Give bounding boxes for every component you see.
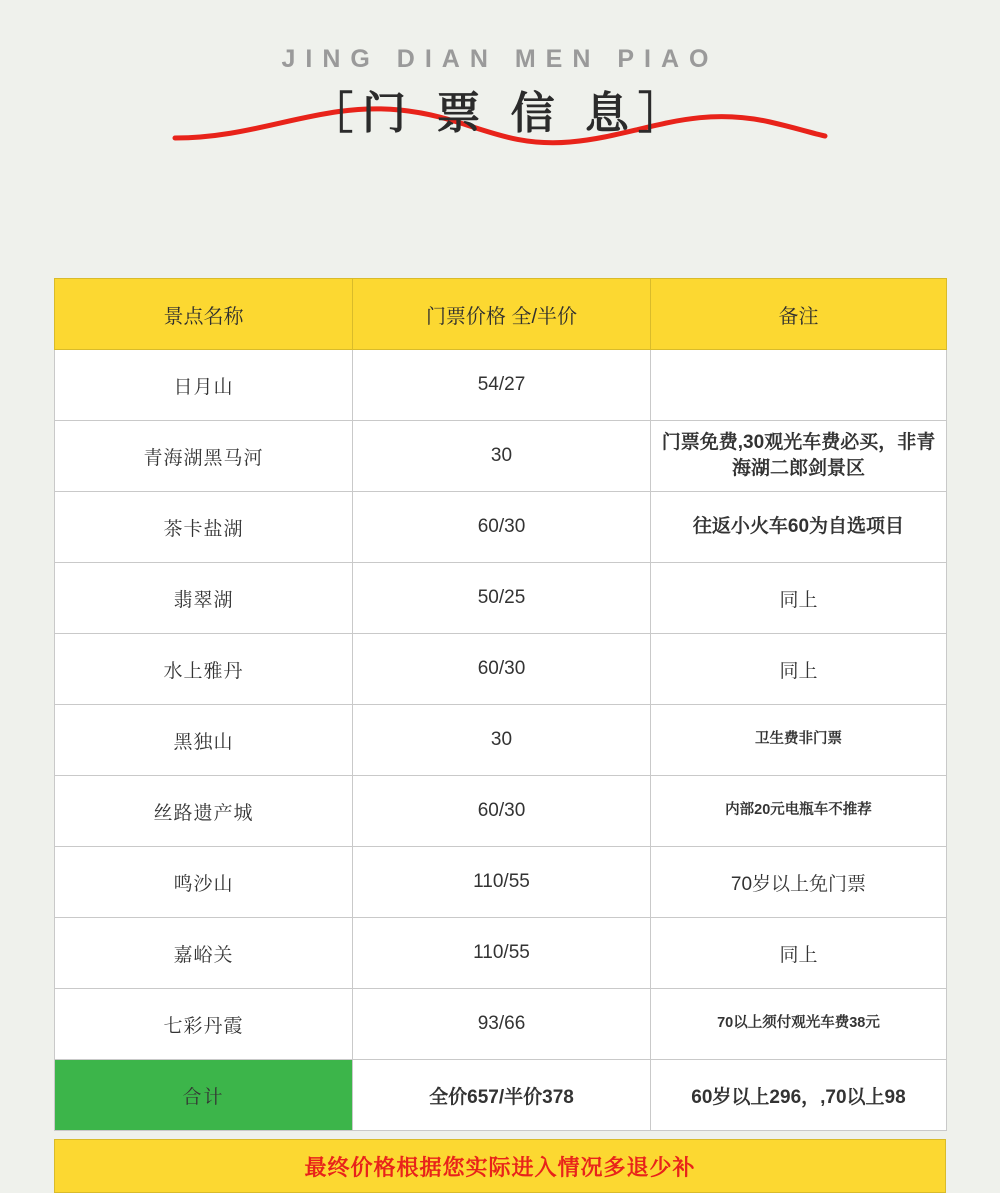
cell-price: 60/30 [353, 776, 651, 847]
ticket-table-area [54, 278, 946, 1193]
table-row [55, 705, 947, 776]
page-title: ［门 票 信 息］ [309, 89, 691, 138]
table-row [55, 563, 947, 634]
cell-price: 30 [353, 705, 651, 776]
page-header [0, 0, 1000, 141]
cell-price: 110/55 [353, 847, 651, 918]
cell-note: 同上 [651, 634, 947, 705]
cell-note: 卫生费非门票 [651, 705, 947, 776]
pinyin-subtitle: JING DIAN MEN PIAO [281, 45, 719, 73]
cell-note [651, 350, 947, 421]
cell-name: 青海湖黑马河 [55, 421, 353, 492]
column-header-price: 门票价格 全/半价 [353, 279, 651, 350]
cell-note: 同上 [651, 918, 947, 989]
cell-name: 嘉峪关 [55, 918, 353, 989]
table-row [55, 350, 947, 421]
cell-name: 水上雅丹 [55, 634, 353, 705]
cell-price: 50/25 [353, 563, 651, 634]
cell-note: 门票免费,30观光车费必买，非青海湖二郎剑景区 [651, 421, 947, 492]
table-total-row [55, 1060, 947, 1131]
cell-note: 同上 [651, 563, 947, 634]
cell-note: 往返小火车60为自选项目 [651, 492, 947, 563]
cell-price: 60/30 [353, 492, 651, 563]
title-wrap [309, 86, 691, 141]
table-row [55, 776, 947, 847]
cell-price: 54/27 [353, 350, 651, 421]
table-row [55, 492, 947, 563]
table-header-row [55, 279, 947, 350]
column-header-name: 景点名称 [55, 279, 353, 350]
cell-name: 黑独山 [55, 705, 353, 776]
cell-name: 丝路遗产城 [55, 776, 353, 847]
table-row [55, 847, 947, 918]
total-label: 合计 [55, 1060, 353, 1131]
table-row [55, 918, 947, 989]
cell-price: 30 [353, 421, 651, 492]
cell-note: 内部20元电瓶车不推荐 [651, 776, 947, 847]
cell-name: 翡翠湖 [55, 563, 353, 634]
table-row [55, 421, 947, 492]
cell-note: 70以上须付观光车费38元 [651, 989, 947, 1060]
cell-name: 茶卡盐湖 [55, 492, 353, 563]
cell-price: 60/30 [353, 634, 651, 705]
table-row [55, 634, 947, 705]
cell-price: 93/66 [353, 989, 651, 1060]
ticket-table [54, 278, 947, 1131]
column-header-note: 备注 [651, 279, 947, 350]
footer-note-bar [54, 1139, 946, 1193]
cell-price: 110/55 [353, 918, 651, 989]
total-price: 全价657/半价378 [353, 1060, 651, 1131]
total-note: 60岁以上296，,70以上98 [651, 1060, 947, 1131]
cell-name: 鸣沙山 [55, 847, 353, 918]
footer-note-text: 最终价格根据您实际进入情况多退少补 [304, 1154, 696, 1180]
cell-name: 日月山 [55, 350, 353, 421]
cell-note: 70岁以上免门票 [651, 847, 947, 918]
cell-name: 七彩丹霞 [55, 989, 353, 1060]
table-row [55, 989, 947, 1060]
